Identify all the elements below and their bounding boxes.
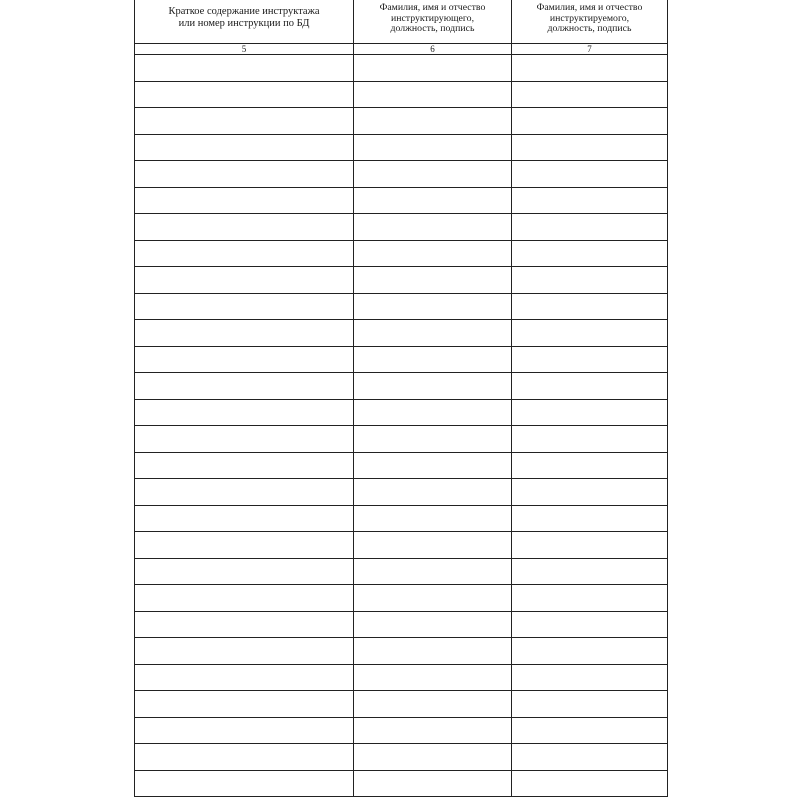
table-row	[135, 373, 668, 400]
table-cell[interactable]	[354, 81, 512, 108]
table-cell[interactable]	[354, 214, 512, 241]
table-row	[135, 108, 668, 135]
table-cell[interactable]	[512, 611, 668, 638]
table-cell[interactable]	[354, 532, 512, 559]
header-instructed	[512, 0, 668, 44]
journal-page	[134, 0, 667, 797]
header-instructor	[354, 0, 512, 44]
table-cell[interactable]	[512, 399, 668, 426]
table-cell[interactable]	[135, 426, 354, 453]
table-cell[interactable]	[135, 638, 354, 665]
table-row	[135, 744, 668, 771]
table-row	[135, 293, 668, 320]
table-cell[interactable]	[354, 399, 512, 426]
table-cell[interactable]	[354, 744, 512, 771]
table-row	[135, 638, 668, 665]
table-cell[interactable]	[512, 240, 668, 267]
table-cell[interactable]	[512, 426, 668, 453]
table-cell[interactable]	[512, 691, 668, 718]
table-row	[135, 611, 668, 638]
table-cell[interactable]	[512, 267, 668, 294]
table-cell[interactable]	[512, 664, 668, 691]
column-number-row	[135, 44, 668, 55]
table-cell[interactable]	[135, 691, 354, 718]
table-cell[interactable]	[354, 161, 512, 188]
table-row	[135, 585, 668, 612]
header-briefing-content	[135, 0, 354, 44]
header-line: Фамилия, имя и отчество	[536, 2, 643, 13]
table-cell[interactable]	[512, 452, 668, 479]
table-row	[135, 479, 668, 506]
table-row	[135, 267, 668, 294]
table-row	[135, 240, 668, 267]
table-cell[interactable]	[512, 81, 668, 108]
table-cell[interactable]	[354, 691, 512, 718]
header-line: должность, подпись	[390, 23, 475, 34]
table-row	[135, 426, 668, 453]
column-number: 6	[354, 44, 512, 55]
header-line: Фамилия, имя и отчество	[379, 2, 486, 13]
table-cell[interactable]	[512, 770, 668, 797]
table-cell[interactable]	[135, 744, 354, 771]
table-cell[interactable]	[354, 293, 512, 320]
table-row	[135, 320, 668, 347]
table-cell[interactable]	[135, 81, 354, 108]
table-cell[interactable]	[354, 611, 512, 638]
table-cell[interactable]	[135, 558, 354, 585]
table-cell[interactable]	[512, 744, 668, 771]
header-row	[135, 0, 668, 44]
table-row	[135, 532, 668, 559]
column-number: 5	[135, 44, 354, 55]
table-cell[interactable]	[512, 373, 668, 400]
table-cell[interactable]	[135, 240, 354, 267]
table-cell[interactable]	[135, 399, 354, 426]
table-cell[interactable]	[512, 717, 668, 744]
table-cell[interactable]	[354, 426, 512, 453]
table-cell[interactable]	[354, 373, 512, 400]
table-row	[135, 161, 668, 188]
table-cell[interactable]	[512, 134, 668, 161]
table-cell[interactable]	[135, 55, 354, 82]
table-cell[interactable]	[354, 108, 512, 135]
table-cell[interactable]	[135, 611, 354, 638]
table-cell[interactable]	[354, 346, 512, 373]
table-cell[interactable]	[135, 505, 354, 532]
header-line: инструктируемого,	[549, 12, 630, 24]
header-line: Краткое содержание инструктажа	[168, 6, 320, 17]
table-row	[135, 770, 668, 797]
header-line: инструктирующего,	[390, 12, 475, 24]
table-cell[interactable]	[512, 55, 668, 82]
table-cell[interactable]	[135, 770, 354, 797]
table-cell[interactable]	[354, 664, 512, 691]
table-row	[135, 346, 668, 373]
table-row	[135, 558, 668, 585]
table-row	[135, 505, 668, 532]
table-cell[interactable]	[135, 187, 354, 214]
briefing-journal-table	[134, 0, 668, 797]
table-row	[135, 81, 668, 108]
table-cell[interactable]	[135, 479, 354, 506]
table-cell[interactable]	[135, 585, 354, 612]
table-cell[interactable]	[135, 532, 354, 559]
table-row	[135, 214, 668, 241]
table-cell[interactable]	[135, 214, 354, 241]
table-cell[interactable]	[512, 532, 668, 559]
table-cell[interactable]	[512, 346, 668, 373]
table-cell[interactable]	[135, 134, 354, 161]
table-cell[interactable]	[512, 108, 668, 135]
table-cell[interactable]	[512, 187, 668, 214]
table-cell[interactable]	[135, 108, 354, 135]
table-cell[interactable]	[354, 770, 512, 797]
table-cell[interactable]	[512, 161, 668, 188]
table-cell[interactable]	[135, 346, 354, 373]
column-number: 7	[512, 44, 668, 55]
table-cell[interactable]	[512, 585, 668, 612]
table-cell[interactable]	[354, 638, 512, 665]
table-cell[interactable]	[354, 134, 512, 161]
table-cell[interactable]	[354, 267, 512, 294]
table-cell[interactable]	[354, 717, 512, 744]
table-cell[interactable]	[512, 479, 668, 506]
table-cell[interactable]	[354, 558, 512, 585]
table-cell[interactable]	[135, 161, 354, 188]
table-row	[135, 134, 668, 161]
table-cell[interactable]	[512, 320, 668, 347]
table-cell[interactable]	[354, 505, 512, 532]
table-cell[interactable]	[512, 558, 668, 585]
table-cell[interactable]	[354, 585, 512, 612]
table-cell[interactable]	[135, 452, 354, 479]
table-cell[interactable]	[512, 214, 668, 241]
journal-body	[135, 55, 668, 797]
table-row	[135, 452, 668, 479]
table-cell[interactable]	[135, 320, 354, 347]
table-row	[135, 55, 668, 82]
table-row	[135, 664, 668, 691]
table-cell[interactable]	[512, 638, 668, 665]
table-row	[135, 691, 668, 718]
table-cell[interactable]	[135, 267, 354, 294]
table-cell[interactable]	[354, 479, 512, 506]
header-line: должность, подпись	[547, 23, 632, 34]
table-cell[interactable]	[512, 505, 668, 532]
table-cell[interactable]	[354, 55, 512, 82]
table-cell[interactable]	[354, 187, 512, 214]
table-cell[interactable]	[135, 664, 354, 691]
table-row	[135, 399, 668, 426]
table-row	[135, 717, 668, 744]
table-cell[interactable]	[135, 293, 354, 320]
table-cell[interactable]	[135, 373, 354, 400]
table-row	[135, 187, 668, 214]
table-cell[interactable]	[135, 717, 354, 744]
table-cell[interactable]	[354, 240, 512, 267]
header-line: или номер инструкции по БД	[178, 17, 310, 29]
table-cell[interactable]	[354, 452, 512, 479]
table-cell[interactable]	[354, 320, 512, 347]
table-cell[interactable]	[512, 293, 668, 320]
